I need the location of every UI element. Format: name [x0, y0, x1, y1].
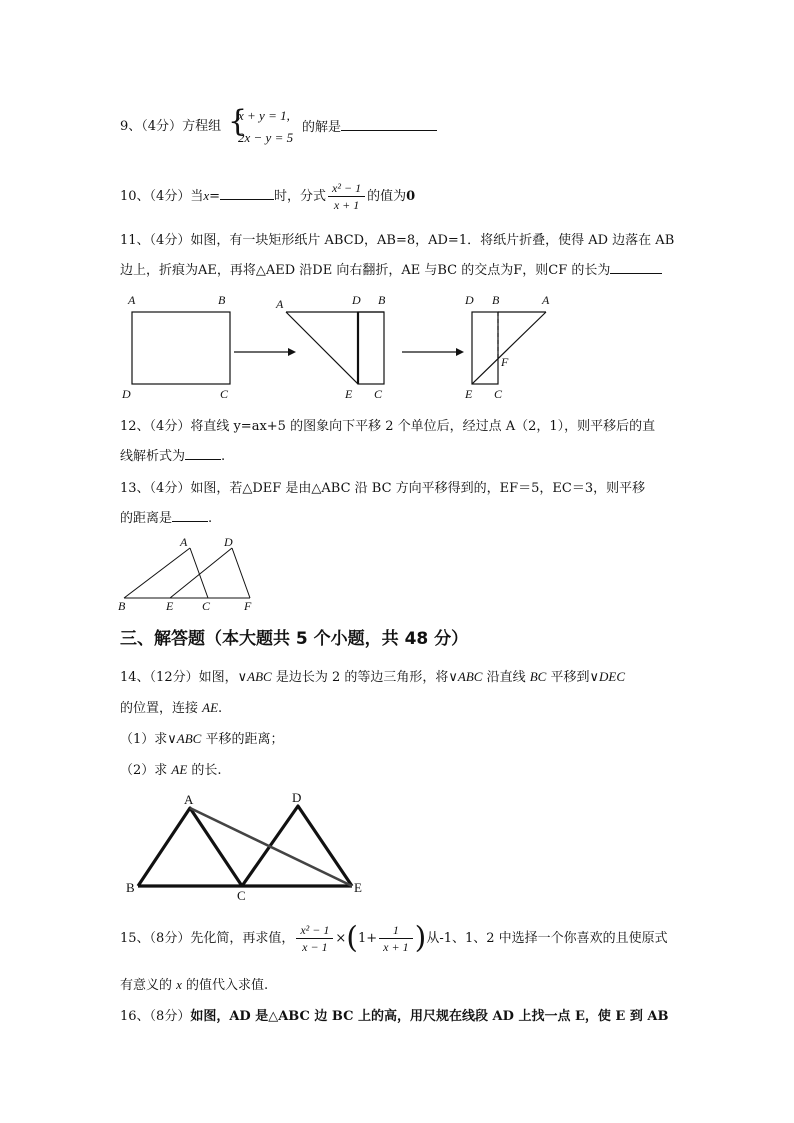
q15-paren-close: ): [414, 920, 427, 956]
figure-11: [118, 288, 568, 404]
q15-one: 1+: [358, 931, 378, 946]
q10-number: 10、: [120, 189, 150, 204]
q14-segment-ae: AE: [202, 700, 219, 715]
q14-sub1-triangle: ∨ABC: [167, 731, 202, 746]
q15-paren-open: (: [346, 920, 358, 956]
question-15: [120, 922, 700, 955]
q15-fraction-1: [296, 922, 333, 955]
fig13-label-a: A: [180, 535, 188, 549]
fig11-p1-label-a: A: [128, 293, 136, 307]
q10-var: x: [203, 188, 210, 203]
q14-triangle-abc-2: ∨ABC: [448, 669, 483, 684]
fig14-label-b: B: [126, 880, 135, 895]
q10-suffix: 的值为: [367, 189, 407, 204]
fig11-p2-label-a: A: [276, 297, 284, 311]
q14-number: 14、: [120, 670, 150, 685]
fig13-label-b: B: [118, 599, 126, 613]
q9-suffix: 的解是: [302, 120, 342, 135]
q11-line-2: [120, 256, 680, 286]
fig11-p1-label-d: D: [122, 387, 131, 401]
question-11: [120, 226, 680, 286]
fig11-p3-label-b: B: [492, 293, 500, 307]
fig13-label-e: E: [166, 599, 174, 613]
fig11-p2-label-b: B: [378, 293, 386, 307]
q13-end: .: [208, 511, 213, 526]
fig11-p3-label-d: D: [465, 293, 474, 307]
q16-text-1: 如图，AD 是△ABC 边 BC 上的高，用尺规在线段 AD 上找一点 E，使 E 到 AB: [190, 1009, 669, 1024]
q15-line-2: [120, 974, 680, 997]
q14-line-bc: BC: [529, 669, 547, 684]
question-14: [120, 662, 680, 786]
q16-number: 16、: [120, 1009, 150, 1024]
q12-number: 12、: [120, 419, 150, 434]
q9-answer-blank[interactable]: [341, 116, 437, 131]
q9-score: （4分）: [141, 119, 183, 134]
q12-end: .: [221, 449, 226, 464]
question-10: [120, 180, 680, 213]
q13-answer-blank[interactable]: [172, 507, 208, 522]
q14-text-1b: 是边长为 2 的等边三角形，将: [271, 670, 449, 685]
q14-line-2: [120, 693, 680, 724]
fig11-p3-label-e: E: [465, 387, 473, 401]
q15-f1-den: x − 1: [296, 938, 333, 955]
q14-subquestion-2: [120, 755, 680, 786]
question-16: [120, 1006, 700, 1028]
fig14-label-e: E: [354, 880, 362, 895]
q12-answer-blank[interactable]: [185, 445, 221, 460]
fig11-p2-label-d: D: [352, 293, 361, 307]
q14-text-2b: .: [218, 701, 223, 716]
figure-14: [120, 788, 370, 904]
q14-text-1a: 如图，: [198, 670, 238, 685]
q10-value: 0: [406, 189, 416, 204]
fig11-rectangle-abcd: [132, 312, 230, 384]
q15-f2-den: x + 1: [379, 938, 412, 955]
q14-sub2-text-a: （2）求: [120, 763, 172, 778]
q15-fraction-2: [379, 922, 412, 955]
q11-text-2: 边上，折痕为AE，再将△AED 沿DE 向右翻折，AE 与BC 的交点为F，则CF 的长为: [120, 263, 611, 278]
q15-number: 15、: [120, 931, 150, 946]
q13-line-1: [120, 474, 680, 504]
question-13: [120, 474, 680, 534]
q13-line-2: [120, 504, 680, 534]
q10-mid: 时，分式: [274, 189, 327, 204]
q9-brace: {: [228, 104, 248, 139]
q10-fraction: [328, 180, 365, 213]
q10-eq: =: [209, 189, 221, 204]
q12-line-1: [120, 412, 680, 442]
q15-var-x: x: [176, 977, 182, 992]
fig14-triangle-dec: [242, 806, 352, 886]
q11-score: （4分）: [149, 233, 191, 248]
section-3-heading: 三、解答题（本大题共 5 个小题，共 48 分）: [120, 629, 469, 649]
q12-text-1: 将直线 y=ax+5 的图象向下平移 2 个单位后，经过点 A（2，1），则平移后的直: [190, 419, 656, 434]
q14-text-1c: 沿直线: [482, 670, 530, 685]
q10-prefix: 当: [190, 189, 204, 204]
fig11-p1-label-c: C: [220, 387, 229, 401]
q15-text-2a: 有意义的: [120, 978, 177, 993]
q13-score: （4分）: [149, 481, 191, 496]
q13-text-1: 如图，若△DEF 是由△ABC 沿 BC 方向平移得到的，EF＝5，EC＝3，则平移: [190, 481, 646, 496]
q11-answer-blank[interactable]: [610, 259, 662, 274]
q15-text-2b: 的值代入求值.: [181, 978, 269, 993]
fig11-p3-label-c: C: [494, 387, 503, 401]
q14-triangle-abc: ∨ABC: [237, 669, 272, 684]
fig11-arrow-2-head: [456, 348, 464, 356]
q14-sub1-text-a: （1）求: [120, 732, 168, 747]
q14-text-1d: 平移到: [546, 670, 590, 685]
q10-frac-num: x² − 1: [332, 181, 362, 195]
q9-answer: [302, 116, 502, 139]
q12-text-2: 线解析式为: [120, 449, 186, 464]
q14-score: （12分）: [149, 670, 199, 685]
fig14-label-d: D: [292, 790, 302, 805]
fig13-side-ac: [190, 548, 208, 598]
q12-line-2: [120, 442, 680, 472]
fig14-label-c: C: [237, 888, 246, 903]
q9-number: 9、: [120, 119, 142, 134]
fig11-p3-label-f: F: [501, 355, 509, 369]
fig14-triangle-abc: [138, 808, 242, 886]
q14-triangle-dec: ∨DEC: [589, 669, 625, 684]
q9-prefix: 方程组: [182, 119, 222, 134]
q9-equation-1: x + y = 1,: [238, 108, 290, 123]
q11-line-1: [120, 226, 680, 256]
fig11-p3-rect: [472, 312, 498, 384]
q15-times: ×: [335, 931, 347, 946]
q14-sub2-segment: AE: [171, 762, 188, 777]
fig13-label-d: D: [224, 535, 233, 549]
figure-13: [116, 534, 266, 614]
q16-score: （8分）: [149, 1009, 191, 1024]
q11-text-1: 如图，有一块矩形纸片 ABCD，AB=8，AD=1．将纸片折叠，使得 AD 边落在 AB: [190, 233, 675, 248]
q10-answer-blank[interactable]: [220, 185, 274, 200]
fig11-p2-fold-ae: [286, 312, 358, 384]
fig13-label-c: C: [202, 599, 211, 613]
fig11-arrow-1-head: [288, 348, 296, 356]
q14-subquestion-1: [120, 724, 680, 755]
fig11-p3-fold-ea: [472, 312, 546, 384]
fig13-label-f: F: [244, 599, 252, 613]
q13-text-2: 的距离是: [120, 511, 173, 526]
q14-text-2a: 的位置，连接: [120, 701, 203, 716]
fig11-p2-label-c: C: [374, 387, 383, 401]
fig11-p2-rect: [358, 312, 384, 384]
q15-prefix: 先化简，再求值，: [190, 931, 295, 946]
q15-f1-num: x² − 1: [300, 923, 330, 937]
fig11-p2-label-e: E: [345, 387, 353, 401]
fig11-p1-label-b: B: [218, 293, 226, 307]
fig11-p3-label-a: A: [542, 293, 550, 307]
q15-score: （8分）: [149, 931, 191, 946]
q15-f2-num: 1: [392, 923, 399, 937]
fig14-label-a: A: [184, 792, 194, 807]
q14-line-1: [120, 662, 680, 693]
q9-equation-2: 2x − y = 5: [238, 130, 294, 145]
q10-score: （4分）: [149, 189, 191, 204]
q12-score: （4分）: [149, 419, 191, 434]
fig13-side-df: [232, 548, 250, 598]
q11-number: 11、: [120, 233, 150, 248]
q10-frac-den: x + 1: [328, 196, 365, 213]
q14-sub1-text-b: 平移的距离；: [201, 732, 284, 747]
fig13-side-ab: [124, 548, 190, 598]
q15-suffix: 从-1、1、2 中选择一个你喜欢的且使原式: [426, 931, 668, 946]
q14-sub2-text-b: 的长.: [187, 763, 222, 778]
q13-number: 13、: [120, 481, 150, 496]
question-12: [120, 412, 680, 472]
